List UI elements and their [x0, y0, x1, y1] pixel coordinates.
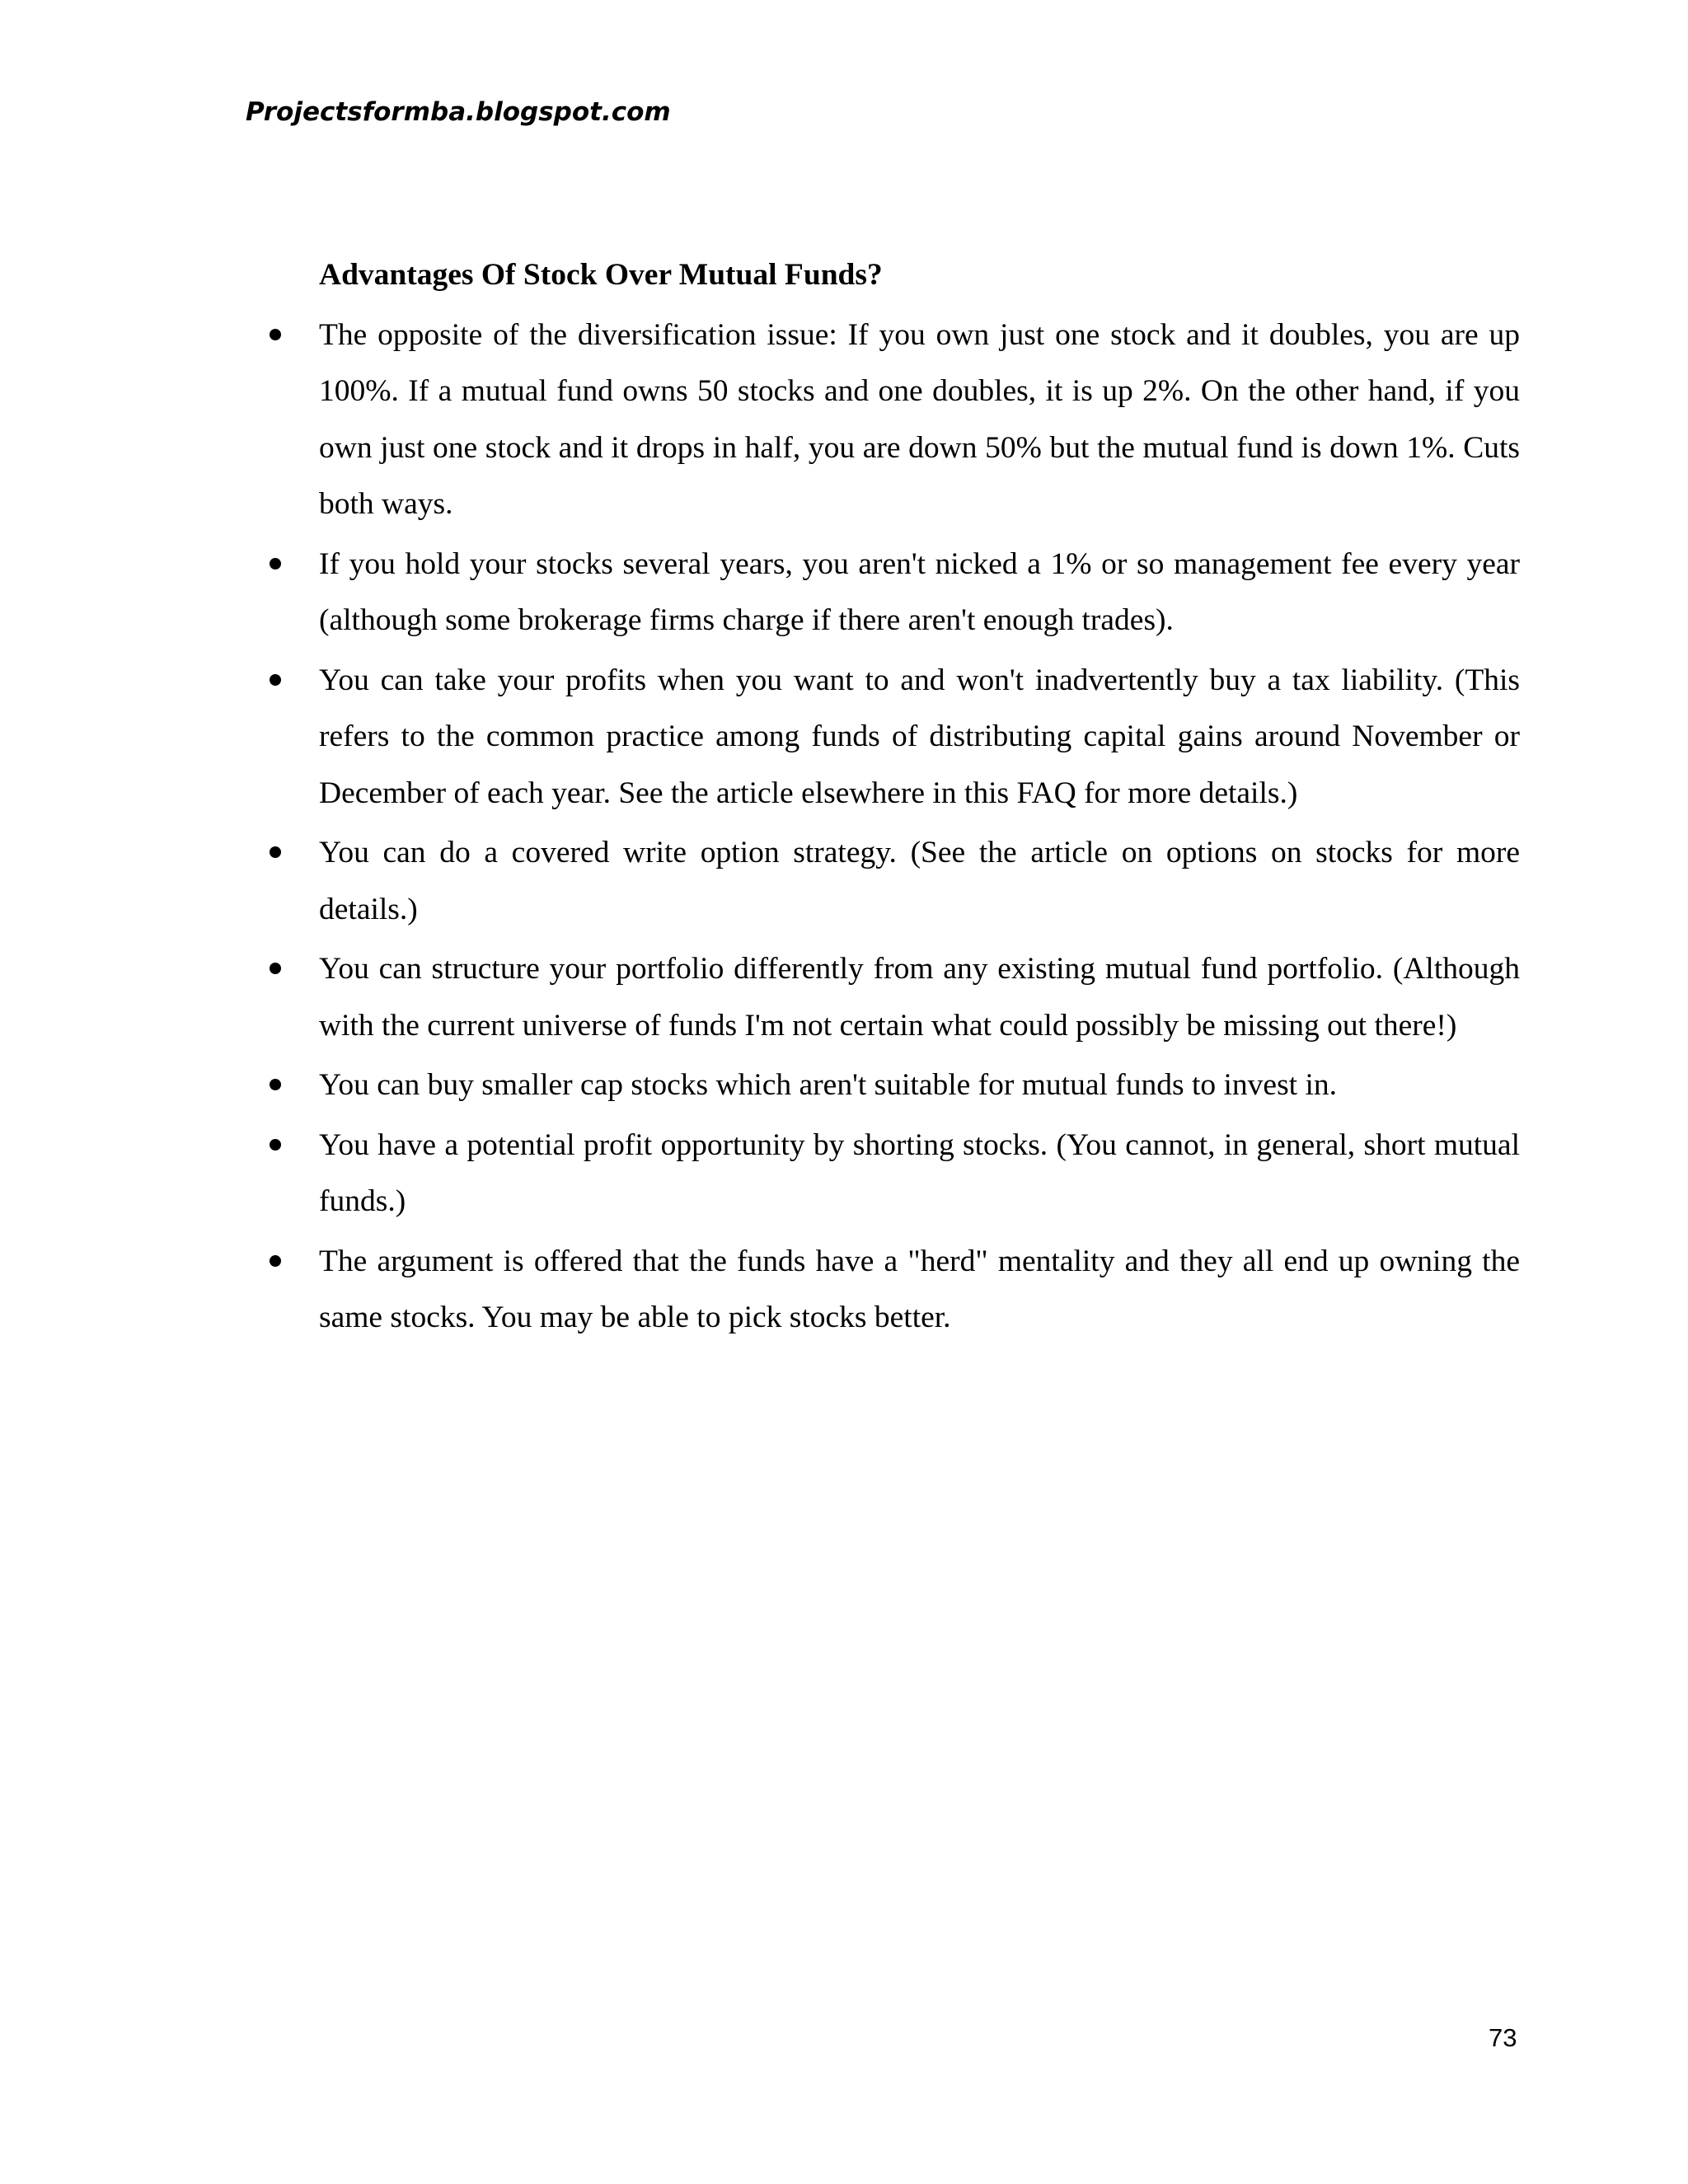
bullet-icon	[270, 674, 281, 686]
list-item-text: You can take your profits when you want to and won't inadvertently buy a tax liability. (This refers to the common practice among funds of distributing capital gains around November or December of each year. See the article elsewhere in this FAQ for more details.)	[319, 663, 1520, 810]
bullet-icon	[270, 1255, 281, 1267]
bullet-icon	[270, 1079, 281, 1090]
list-item-text: You can buy smaller cap stocks which aren't suitable for mutual funds to invest in.	[319, 1068, 1338, 1102]
list-item	[319, 941, 1520, 1054]
list-item	[319, 1057, 1520, 1114]
page-number: 73	[1489, 2023, 1517, 2052]
header-site-name: Projectsformba.blogspot.com	[246, 97, 671, 127]
list-item-text: The opposite of the diversification issue: If you own just one stock and it doubles, you are up 100%. If a mutual fund owns 50 stocks and one doubles, it is up 2%. On the other hand, if you own just one stock and it drops in half, you are down 50% but the mutual fund is down 1%. Cuts both ways.	[319, 317, 1520, 521]
list-item-text: You can do a covered write option strategy. (See the article on options on stocks for more details.)	[319, 836, 1520, 926]
list-item	[319, 825, 1520, 938]
bullet-icon	[270, 1139, 281, 1151]
list-item-text: You can structure your portfolio differently from any existing mutual fund portfolio. (Although with the current universe of funds I'm not certain what could possibly be missing out there!)	[319, 952, 1520, 1043]
list-item	[319, 537, 1520, 649]
list-item-text: You have a potential profit opportunity by shorting stocks. (You cannot, in general, short mutual funds.)	[319, 1127, 1520, 1218]
bullet-icon	[270, 846, 281, 858]
list-item	[319, 1234, 1520, 1347]
list-item	[319, 1118, 1520, 1230]
list-item-text: If you hold your stocks several years, you aren't nicked a 1% or so management fee every year (although some brokerage firms charge if there aren't enough trades).	[319, 546, 1520, 637]
bullet-list	[319, 307, 1520, 1347]
bullet-icon	[270, 329, 281, 340]
main-content	[319, 247, 1520, 1350]
bullet-icon	[270, 963, 281, 974]
list-item	[319, 307, 1520, 533]
list-item-text: The argument is offered that the funds have a "herd" mentality and they all end up owning the same stocks. You may be able to pick stocks better.	[319, 1244, 1520, 1334]
bullet-icon	[270, 558, 281, 569]
list-item	[319, 653, 1520, 823]
section-heading: Advantages Of Stock Over Mutual Funds?	[319, 258, 883, 292]
